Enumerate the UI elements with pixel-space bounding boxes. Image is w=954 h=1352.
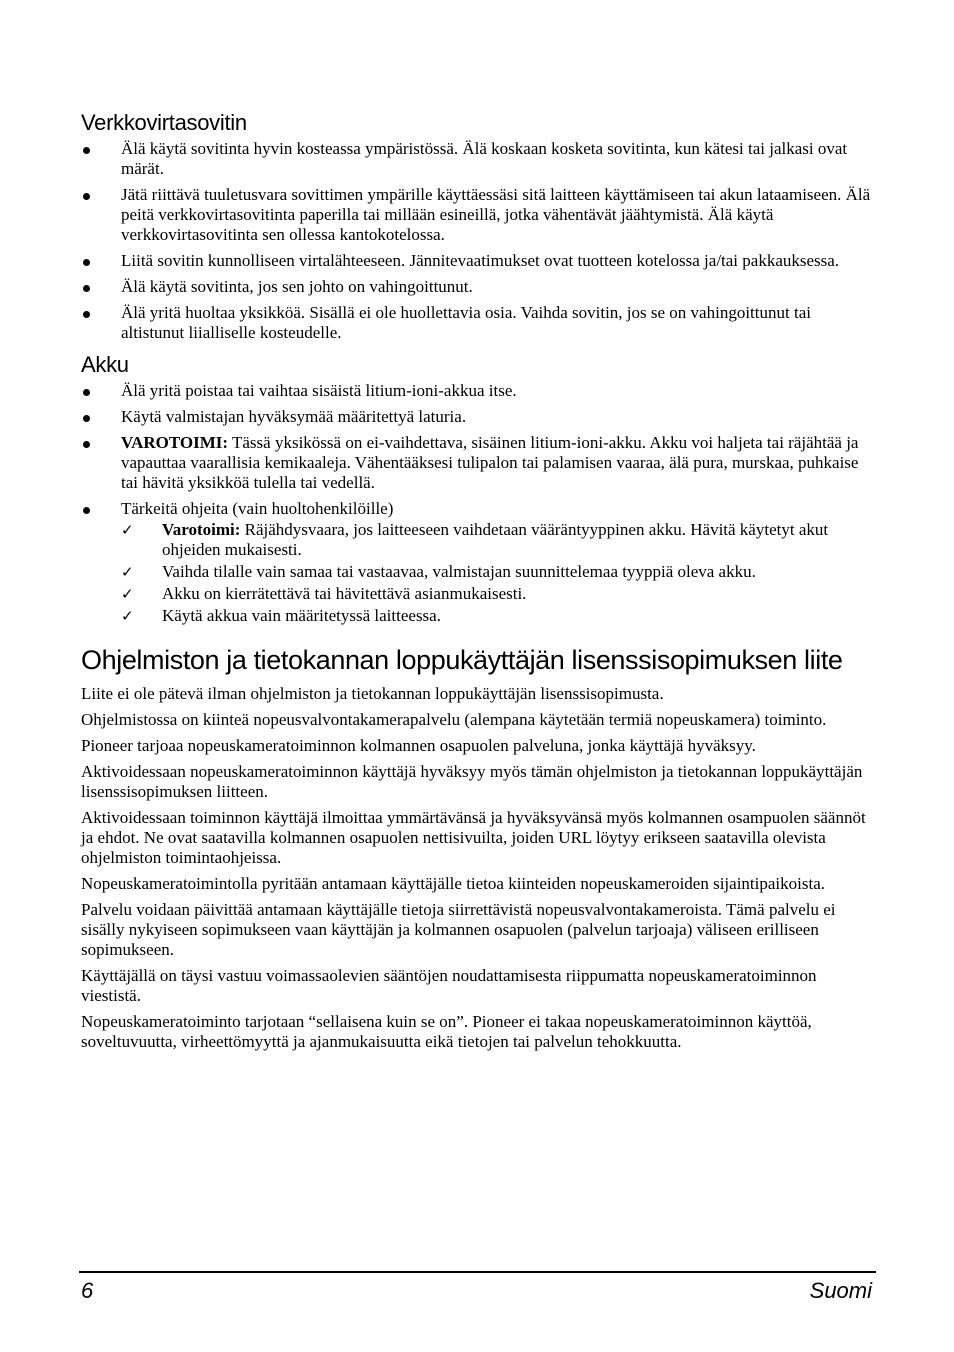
paragraph: Palvelu voidaan päivittää antamaan käyttäjälle tietoja siirrettävistä nopeusvalvontakameroista. Tämä palvelu ei sisälly nykyiseen sopimukseen vaan käyttäjän ja kolmannen osapuolen (palvelun tarjoaja) väliseen erilliseen sopimukseen. [81,900,836,959]
bullet-icon [83,441,90,448]
list-item: Älä käytä sovitinta hyvin kosteassa ympäristössä. Älä koskaan kosketa sovitinta, kun kätesi tai jalkasi ovat märät. [81,139,876,179]
paragraph: Aktivoidessaan nopeuskameratoiminnon käyttäjä hyväksyy myös tämän ohjelmiston ja tietokannan loppukäyttäjän lisenssisopimuksen liitteen. [81,762,863,801]
warning-label: VAROTOIMI: [121,433,229,452]
list-item: Käytä valmistajan hyväksymää määritettyä laturia. [81,407,876,427]
bullet-icon [83,285,90,292]
paragraph: Käyttäjällä on täysi vastuu voimassaolevien sääntöjen noudattamisesta riippumatta nopeuskameratoiminnon viestistä. [81,966,817,1005]
service-checklist [121,520,876,626]
battery-heading: Akku [81,352,129,377]
list-item: Liitä sovitin kunnolliseen virtalähteeseen. Jännitevaatimukset ovat tuotteen kotelossa ja/tai pakkauksessa. [81,251,876,271]
adapter-list [81,139,876,343]
list-item: VAROTOIMI: Tässä yksikössä on ei-vaihdettava, sisäinen litium-ioni-akku. Akku voi haljeta tai räjähtää ja vapauttaa vaarallisia kemikaaleja. Vähentääksesi tulipalon tai palamisen vaaraa, älä pura, murskaa, puhkaise tai hävitä yksikköä tulella tai vedellä. [81,433,876,493]
check-item: ✓ Vaihda tilalle vain samaa tai vastaavaa, valmistajan suunnittelemaa tyyppiä oleva akku. [121,562,756,581]
paragraph: Nopeuskameratoimintolla pyritään antamaan käyttäjälle tietoa kiinteiden nopeuskameroiden sijaintipaikoista. [81,874,825,893]
check-item: ✓ Käytä akkua vain määritetyssä laitteessa. [121,606,441,625]
list-item: Jätä riittävä tuuletusvara sovittimen ympärille käyttäessäsi sitä laitteen käyttämiseen tai akun lataamiseen. Älä peitä verkkovirtasovitinta paperilla tai millään esineillä, jotka vähentävät jäähtymistä. Älä käytä verkkovirtasovitinta sen ollessa kantokotelossa. [81,185,876,245]
license-heading: Ohjelmiston ja tietokannan loppukäyttäjän lisenssisopimuksen liite [81,645,843,675]
paragraph: Liite ei ole pätevä ilman ohjelmiston ja tietokannan loppukäyttäjän lisenssisopimusta. [81,684,664,703]
footer-divider [79,1271,876,1273]
bullet-icon [83,389,90,396]
battery-list [81,381,876,626]
paragraph: Aktivoidessaan toiminnon käyttäjä ilmoittaa ymmärtävänsä ja hyväksyvänsä myös kolmannen osampuolen säännöt ja ehdot. Ne ovat saatavilla kolmannen osapuolen nettisivuilta, joiden URL löytyy erikseen saatavilla olevista ohjelmiston toimintaohjeissa. [81,808,866,867]
list-item: Tärkeitä ohjeita (vain huoltohenkilöille) ✓ Varotoimi: Räjähdysvaara, jos laitteeseen vaihdetaan vääräntyyppinen akku. Hävitä käytetyt akut ohjeiden mukaisesti. ✓ Vaihda tilalle vain samaa tai vastaavaa, valmistajan suunnittelemaa tyyppiä oleva akku. ✓ Akku on kierrätettävä tai hävitettävä asianmukaisesti. ✓ Käytä akkua vain määritetyssä laitteessa. [81,499,876,626]
bullet-icon [83,311,90,318]
bullet-icon [83,415,90,422]
page-number: 6 [81,1278,94,1303]
adapter-heading: Verkkovirtasovitin [81,110,247,135]
caution-label: Varotoimi: [162,520,241,539]
footer-language: Suomi [809,1278,872,1303]
paragraph: Pioneer tarjoaa nopeuskameratoiminnon kolmannen osapuolen palveluna, jonka käyttäjä hyväksyy. [81,736,756,755]
bullet-icon [83,259,90,266]
paragraph: Nopeuskameratoiminto tarjotaan “sellaisena kuin se on”. Pioneer ei takaa nopeuskameratoiminnon käyttöä, soveltuvuutta, virheettömyyttä ja ajanmukaisuutta eikä tietojen tai palvelun tehokkuutta. [81,1012,812,1051]
checkmark-icon: ✓ [121,585,134,603]
paragraph: Ohjelmistossa on kiinteä nopeusvalvontakamerapalvelu (alempana käytetään termiä nopeuskamera) toiminto. [81,710,827,729]
bullet-icon [83,507,90,514]
bullet-icon [83,193,90,200]
checkmark-icon: ✓ [121,521,134,539]
check-item: ✓ Varotoimi: Räjähdysvaara, jos laitteeseen vaihdetaan vääräntyyppinen akku. Hävitä käytetyt akut ohjeiden mukaisesti. [121,520,829,559]
list-item: Älä yritä poistaa tai vaihtaa sisäistä litium-ioni-akkua itse. [81,381,876,401]
checkmark-icon: ✓ [121,607,134,625]
list-item: Älä käytä sovitinta, jos sen johto on vahingoittunut. [81,277,876,297]
page-content [81,110,876,1058]
checkmark-icon: ✓ [121,563,134,581]
check-item: ✓ Akku on kierrätettävä tai hävitettävä asianmukaisesti. [121,584,527,603]
bullet-icon [83,147,90,154]
list-item: Älä yritä huoltaa yksikköä. Sisällä ei ole huollettavia osia. Vaihda sovitin, jos se on vahingoittunut tai altistunut liialliselle kosteudelle. [81,303,876,343]
